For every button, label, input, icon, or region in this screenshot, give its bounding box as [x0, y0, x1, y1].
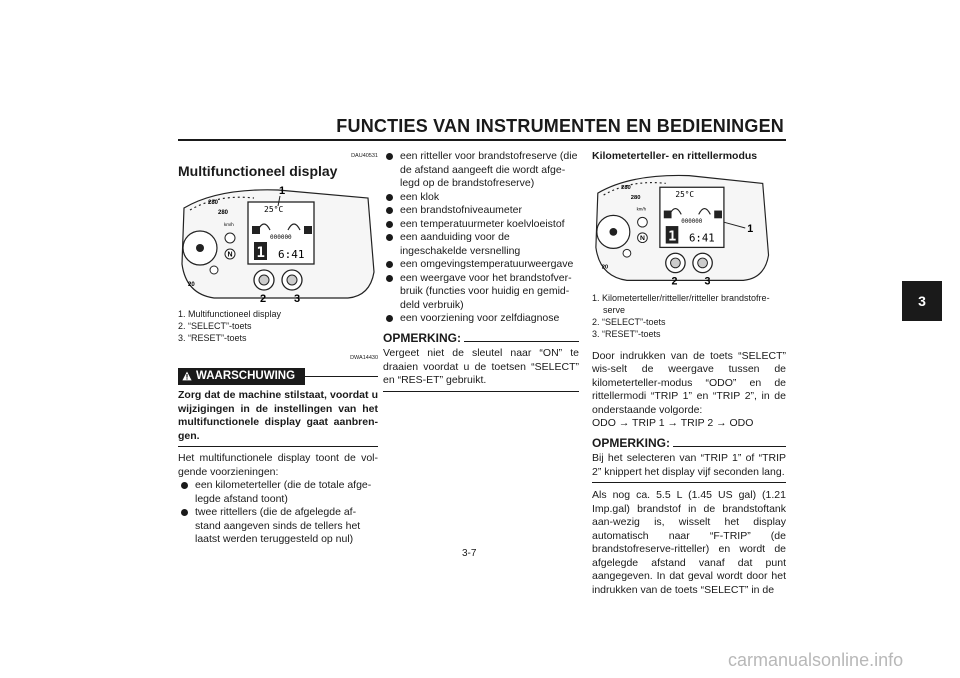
tick-280-a: 280	[621, 184, 631, 191]
odometer-readout: 000000	[270, 234, 292, 241]
figure-captions	[178, 308, 378, 344]
speed-unit: km/h	[636, 206, 647, 212]
caption-item: 1. Kilometerteller/ritteller/ritteller brandstofre-serve	[592, 292, 770, 315]
warning-label	[178, 368, 305, 386]
caption-item: 2. “SELECT”-toets	[592, 316, 666, 327]
tick-280-a: 280	[208, 200, 219, 206]
section-code: DAU40531	[351, 153, 378, 159]
tick-20: 20	[601, 264, 609, 271]
figure-captions	[592, 292, 786, 340]
tick-280-b: 280	[218, 210, 229, 216]
warning-label-text: WAARSCHUWING	[196, 369, 296, 382]
note-end-rule	[383, 391, 579, 392]
column-right	[592, 150, 786, 597]
section-heading: Multifunctioneel display	[178, 162, 338, 179]
note-head-rule	[673, 446, 786, 447]
callout-3: 3	[704, 274, 711, 287]
note-heading	[592, 437, 786, 451]
tick-280-b: 280	[630, 194, 641, 201]
subsection-heading: Kilometerteller- en rittellermodus	[592, 150, 758, 162]
caption-item: 2. “SELECT”-toets	[178, 321, 252, 331]
warning-box	[178, 368, 378, 448]
note-text: Bij het selecteren van “TRIP 1” of “TRIP 2” knippert het display vijf seconden lang.	[592, 452, 786, 478]
callout-1: 1	[747, 222, 754, 235]
callout-3: 3	[294, 293, 301, 304]
note-heading	[383, 332, 579, 346]
page-number: 3-7	[462, 548, 477, 559]
feature-list-continued	[383, 150, 579, 326]
list-item: twee rittellers (die de afgelegde af-stand aangeven sinds de tellers het laatst werden teruggesteld op nul)	[178, 506, 378, 547]
list-item: een kilometerteller (die de totale afge-legde afstand toont)	[178, 479, 378, 506]
neutral-indicator: N	[640, 234, 645, 242]
note-label: OPMERKING:	[592, 435, 670, 450]
instrument-cluster-figure	[592, 168, 786, 288]
note-text: Vergeet niet de sleutel naar “ON” te draaien voordat u de toetsen “SELECT” en “RES-ET” gebruikt.	[383, 347, 579, 386]
list-item: een temperatuurmeter koelvloeistof	[383, 218, 579, 232]
column-middle	[383, 150, 579, 392]
callout-1: 1	[279, 185, 286, 197]
note-label: OPMERKING:	[383, 330, 461, 345]
list-item: een klok	[383, 191, 579, 205]
chapter-tab[interactable]: 3	[902, 281, 942, 321]
instrument-cluster-figure	[178, 184, 378, 304]
intro-paragraph: Het multifunctionele display toont de vol-gende voorzieningen:	[178, 452, 378, 478]
warning-text: Zorg dat de machine stilstaat, voordat u wijzigingen in de instellingen van het multifunctionele display gaat aanbren-gen.	[178, 389, 378, 442]
note-head-rule	[464, 341, 579, 342]
caption-item: 3. “RESET”-toets	[178, 333, 247, 343]
warning-head-rule	[305, 376, 378, 377]
page-title: FUNCTIES VAN INSTRUMENTEN EN BEDIENINGEN	[336, 116, 784, 136]
feature-list	[178, 479, 378, 547]
list-item: een brandstofniveaumeter	[383, 204, 579, 218]
callout-2: 2	[260, 293, 267, 304]
ambient-temp: 25°C	[264, 205, 284, 214]
gear-indicator: 1	[256, 245, 265, 261]
title-rule	[178, 139, 786, 141]
list-item: een ritteller voor brandstofreserve (die de afstand aangeeft die wordt afge-legd op de brandstofreserve)	[383, 150, 579, 191]
odometer-readout: 000000	[681, 218, 703, 225]
body-paragraph: Door indrukken van de toets “SELECT” wis-selt de weergave tussen de kilometerteller-modus “ODO” en de rittellermodi “TRIP 1” en “TRIP 2”, in de onderstaande volgorde:	[592, 349, 786, 416]
column-left	[178, 150, 378, 547]
list-item: een aanduiding voor de ingeschakelde versnelling	[383, 231, 579, 258]
caption-item: 3. “RESET”-toets	[592, 328, 661, 339]
clock-readout: 6:41	[278, 248, 305, 261]
warning-triangle-icon	[182, 371, 192, 381]
mode-sequence: ODO → TRIP 1 → TRIP 2 → ODO	[592, 417, 754, 429]
list-item: een voorziening voor zelfdiagnose	[383, 312, 579, 326]
warning-code: DWA14430	[350, 355, 378, 361]
ambient-temp: 25°C	[675, 189, 695, 199]
watermark: carmanualsonline.info	[728, 650, 904, 670]
callout-2: 2	[671, 274, 678, 287]
speed-unit: km/h	[224, 222, 234, 227]
body-paragraph-2: Als nog ca. 5.5 L (1.45 US gal) (1.21 Imp.gal) brandstof in de brandstoftank aan-wezig is, wisselt het display automatisch naar “F-TRIP” (de brandstofreserve-ritteller) en wordt de afgelegde afstand vanaf dat punt aangegeven. In dat geval wordt door het indrukken van de toets “SELECT” in de	[592, 489, 786, 596]
list-item: een omgevingstemperatuurweergave	[383, 258, 579, 272]
warning-end-rule	[178, 446, 378, 447]
neutral-indicator: N	[227, 251, 233, 259]
clock-readout: 6:41	[689, 231, 715, 245]
caption-item: 1. Multifunctioneel display	[178, 309, 282, 319]
note-end-rule	[592, 482, 786, 483]
tick-20: 20	[188, 282, 195, 288]
gear-indicator: 1	[668, 228, 677, 245]
list-item: een weergave voor het brandstofver-bruik (functies voor huidig en gemid-deld verbruik)	[383, 272, 579, 313]
